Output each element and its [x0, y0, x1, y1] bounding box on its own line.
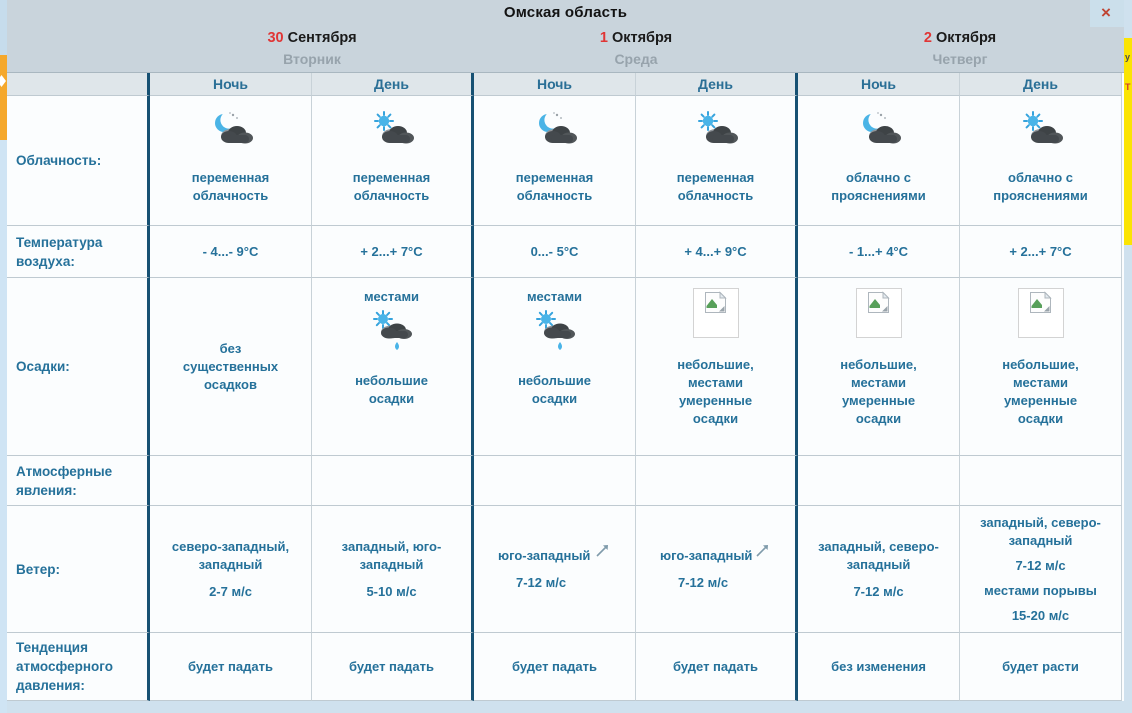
cell-text: без изменения — [831, 658, 926, 674]
forecast-cell — [798, 226, 960, 278]
row-label-text: Осадки: — [16, 359, 70, 374]
col-header-spacer — [7, 73, 150, 96]
cell-text: облачно с прояснениями — [831, 170, 926, 203]
edge-text-fragment: у — [1125, 52, 1131, 62]
row-label — [7, 226, 150, 278]
cell-text: небольшие осадки — [518, 373, 591, 406]
col-header-label: Ночь — [212, 76, 249, 92]
wind-text-line: 15-20 м/с — [1011, 607, 1070, 623]
col-header-день — [636, 73, 798, 96]
weekday-band — [7, 50, 1124, 72]
forecast-cell — [474, 456, 636, 506]
forecast-cell — [960, 456, 1122, 506]
row-label-text: Облачность: — [16, 153, 102, 168]
wind-text-line: западный, северо-западный — [980, 514, 1101, 548]
forecast-cell — [636, 96, 798, 226]
cell-text: небольшие, местами умеренные осадки — [677, 357, 754, 426]
night-cloud-icon — [207, 111, 255, 152]
forecast-cell — [798, 456, 960, 506]
forecast-cell — [312, 96, 474, 226]
background-orange-strip — [0, 55, 7, 140]
wind-direction-arrow-icon — [593, 540, 613, 565]
forecast-cell — [960, 96, 1122, 226]
row-label — [7, 506, 150, 633]
forecast-cell — [150, 633, 312, 701]
forecast-cell — [474, 96, 636, 226]
col-header-label: Ночь — [536, 76, 573, 92]
day-rain-icon — [368, 310, 416, 359]
forecast-cell — [960, 506, 1122, 633]
wind-text-line: 7-12 м/с — [1015, 557, 1066, 573]
row-label — [7, 278, 150, 456]
cell-text: облачно с прояснениями — [993, 170, 1088, 203]
weekday-3: Четверг — [932, 51, 988, 67]
forecast-cell — [150, 506, 312, 633]
cell-text: + 2...+ 7°C — [1009, 243, 1072, 259]
forecast-cell — [312, 506, 474, 633]
forecast-table — [7, 72, 1124, 701]
cell-pre-text: местами — [526, 289, 583, 304]
forecast-cell — [312, 278, 474, 456]
forecast-cell — [636, 226, 798, 278]
forecast-cell — [960, 278, 1122, 456]
wind-text-line: 7-12 м/с — [853, 583, 904, 599]
wind-text-line: юго-западный — [498, 547, 591, 563]
modal-titlebar — [7, 0, 1124, 27]
page-title: Омская область — [503, 4, 628, 21]
forecast-cell — [798, 506, 960, 633]
forecast-cell — [960, 226, 1122, 278]
forecast-cell — [474, 633, 636, 701]
background-blue-strip — [0, 140, 7, 713]
cell-text: переменная облачность — [676, 170, 755, 203]
date-band — [7, 27, 1124, 50]
col-header-label: Ночь — [860, 76, 897, 92]
cell-text: переменная облачность — [515, 170, 594, 203]
date-day-3 — [798, 27, 1122, 50]
forecast-cell — [150, 278, 312, 456]
cell-text: небольшие, местами умеренные осадки — [1002, 357, 1079, 426]
forecast-cell — [150, 226, 312, 278]
cell-text: + 2...+ 7°C — [360, 243, 423, 259]
row-label-text: Температура воздуха: — [16, 234, 103, 269]
forecast-cell — [636, 278, 798, 456]
forecast-cell — [150, 456, 312, 506]
forecast-cell — [960, 633, 1122, 701]
weekday-band-spacer — [7, 50, 150, 72]
row-label — [7, 633, 150, 701]
forecast-modal — [7, 0, 1124, 700]
forecast-cell — [474, 226, 636, 278]
wind-text-line: местами порывы — [984, 582, 1097, 598]
broken-image-icon — [1018, 288, 1064, 343]
background-page-left-edge — [0, 0, 7, 713]
row-label-text: Ветер: — [16, 561, 60, 577]
cell-text: небольшие, местами умеренные осадки — [840, 357, 917, 426]
forecast-cell — [636, 506, 798, 633]
col-header-label: День — [374, 76, 409, 92]
forecast-cell — [636, 456, 798, 506]
background-yellow-strip — [1124, 38, 1132, 245]
col-header-ночь — [798, 73, 960, 96]
broken-image-icon — [856, 288, 902, 343]
forecast-cell — [798, 96, 960, 226]
day-cloud-icon — [692, 111, 740, 152]
cell-pre-text: местами — [363, 289, 420, 304]
wind-text-line: северо-западный, западный — [171, 538, 290, 572]
cell-text: 0...- 5°C — [530, 243, 579, 259]
wind-text-line: 7-12 м/с — [678, 574, 729, 590]
date-number: 1 — [599, 30, 608, 46]
cell-text: + 4...+ 9°C — [684, 243, 747, 259]
date-month: Октября — [935, 30, 997, 46]
wind-text-line: 5-10 м/с — [366, 583, 417, 599]
date-month: Октября — [611, 30, 673, 46]
row-label — [7, 456, 150, 506]
cell-text: будет падать — [673, 658, 758, 674]
wind-text-line: 2-7 м/с — [209, 583, 252, 599]
date-month: Сентября — [287, 30, 357, 46]
forecast-cell — [312, 226, 474, 278]
wind-text-line: западный, юго-западный — [341, 538, 442, 572]
forecast-cell — [798, 633, 960, 701]
close-icon[interactable]: × — [1101, 3, 1111, 22]
forecast-cell — [150, 96, 312, 226]
row-label-text: Атмосферные явления: — [16, 463, 113, 498]
background-page-right-edge — [1124, 0, 1132, 713]
edge-text-fragment-red: Т — [1125, 82, 1131, 92]
date-band-spacer — [7, 27, 150, 50]
col-header-день — [312, 73, 474, 96]
day-cloud-icon — [368, 111, 416, 152]
forecast-cell — [636, 633, 798, 701]
cell-text: будет падать — [512, 658, 597, 674]
date-number: 2 — [923, 30, 932, 46]
cell-text: будет расти — [1002, 658, 1079, 674]
cell-text: будет падать — [349, 658, 434, 674]
col-header-ночь — [474, 73, 636, 96]
cell-text: переменная облачность — [191, 170, 270, 203]
wind-text-line: юго-западный — [660, 547, 753, 563]
wind-text-line: западный, северо-западный — [818, 538, 939, 572]
forecast-cell — [312, 456, 474, 506]
cell-text: небольшие осадки — [355, 373, 428, 406]
date-day-2 — [474, 27, 798, 50]
wind-direction-arrow-icon — [753, 540, 773, 565]
forecast-cell — [474, 506, 636, 633]
broken-image-icon — [693, 288, 739, 343]
forecast-cell — [312, 633, 474, 701]
night-cloud-icon — [855, 111, 903, 152]
weekday-1: Вторник — [283, 51, 341, 67]
cell-text: без существенных осадков — [182, 340, 279, 392]
date-day-1 — [150, 27, 474, 50]
forecast-cell — [474, 278, 636, 456]
cell-text: - 4...- 9°C — [202, 243, 259, 259]
col-header-ночь — [150, 73, 312, 96]
col-header-день — [960, 73, 1122, 96]
row-label-text: Тенденция атмосферного давления: — [16, 640, 113, 693]
cell-text: - 1...+ 4°C — [848, 243, 909, 259]
date-number: 30 — [267, 30, 284, 46]
night-cloud-icon — [531, 111, 579, 152]
forecast-cell — [798, 278, 960, 456]
row-label — [7, 96, 150, 226]
day-rain-icon — [531, 310, 579, 359]
cell-text: переменная облачность — [352, 170, 431, 203]
wind-text-line: 7-12 м/с — [516, 574, 567, 590]
col-header-label: День — [698, 76, 733, 92]
weekday-2: Среда — [614, 51, 658, 67]
col-header-label: День — [1023, 76, 1058, 92]
cell-text: будет падать — [188, 658, 273, 674]
day-cloud-icon — [1017, 111, 1065, 152]
